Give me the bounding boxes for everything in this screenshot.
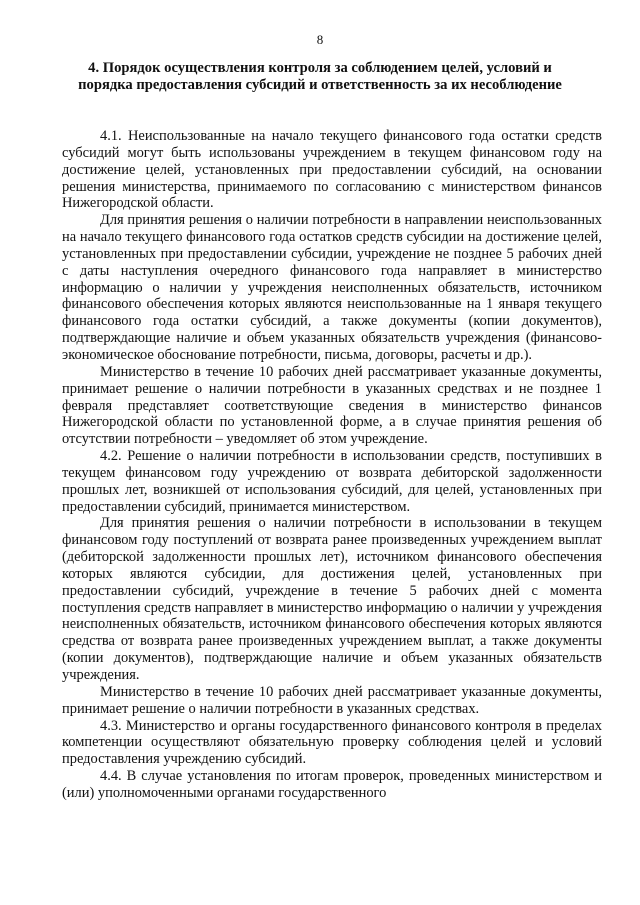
paragraph-receivables-procedure: Для принятия решения о наличии потребности в использовании в текущем финансовом году поступлений от возврата ранее произведенных учреждением выплат (дебиторской задолженности прошлых лет), источником финансового обеспечения которых являются субсидии, для достижения целей, установленных при предоставлении субсидий, учреждение в течение 5 рабочих дней с момента поступления средств направляет в министерство информацию о наличии у учреждения неисполненных обязательств, источником финансового обеспечения которых являются средства от возврата ранее произведенных учреждением выплат, а также документы (копии документов), подтверждающие наличие и объем указанных обязательств учреждения.	[62, 515, 602, 683]
section-heading: 4. Порядок осуществления контроля за соблюдением целей, условий и порядка предоставления субсидий и ответственность за их несоблюдение	[78, 60, 562, 93]
paragraph-4-1: 4.1. Неиспользованные на начало текущего финансового года остатки средств субсидий могут быть использованы учреждением в текущем финансовом году на достижение целей, установленных при предоставлении субсидий, на основании решения министерства, принимаемого по согласованию с министерством финансов Нижегородской области.	[62, 128, 602, 212]
document-body	[62, 128, 602, 802]
paragraph-4-3: 4.3. Министерство и органы государственного финансового контроля в пределах компетенции осуществляют обязательную проверку соблюдения целей и условий предоставления учреждению субсидий.	[62, 717, 602, 768]
paragraph-4-2: 4.2. Решение о наличии потребности в использовании средств, поступивших в текущем финансовом году учреждению от возврата дебиторской задолженности прошлых лет, возникшей от использования субсидий, для целей, установленных при предоставлении субсидий, принимается министерством.	[62, 448, 602, 515]
paragraph-ministry-review: Министерство в течение 10 рабочих дней рассматривает указанные документы, принимает решение о наличии потребности в указанных средствах и не позднее 1 февраля представляет соответствующие сведения в министерство финансов Нижегородской области по установленной форме, а в случае принятия решения об отсутствии потребности – уведомляет об этом учреждение.	[62, 363, 602, 448]
paragraph-4-4: 4.4. В случае установления по итогам проверок, проведенных министерством и (или) уполномоченными органами государственного	[62, 768, 602, 801]
paragraph-ministry-decision: Министерство в течение 10 рабочих дней рассматривает указанные документы, принимает решение о наличии потребности в указанных средствах.	[62, 683, 602, 717]
paragraph-request-procedure: Для принятия решения о наличии потребности в направлении неиспользованных на начало текущего финансового года остатков средств субсидии на достижение целей, установленных при предоставлении субсидии, учреждение не позднее 5 рабочих дней с даты наступления очередного финансового года направляет в министерство информацию о наличии у учреждения неисполненных обязательств, источником финансового обеспечения которых являются неиспользованные на 1 января текущего финансового года остатки субсидий, а также документы (копии документов), подтверждающие наличие и объем указанных обязательств учреждения (финансово-экономическое обоснование потребности, письма, договоры, расчеты и др.).	[62, 212, 602, 363]
page-number: 8	[316, 32, 324, 47]
